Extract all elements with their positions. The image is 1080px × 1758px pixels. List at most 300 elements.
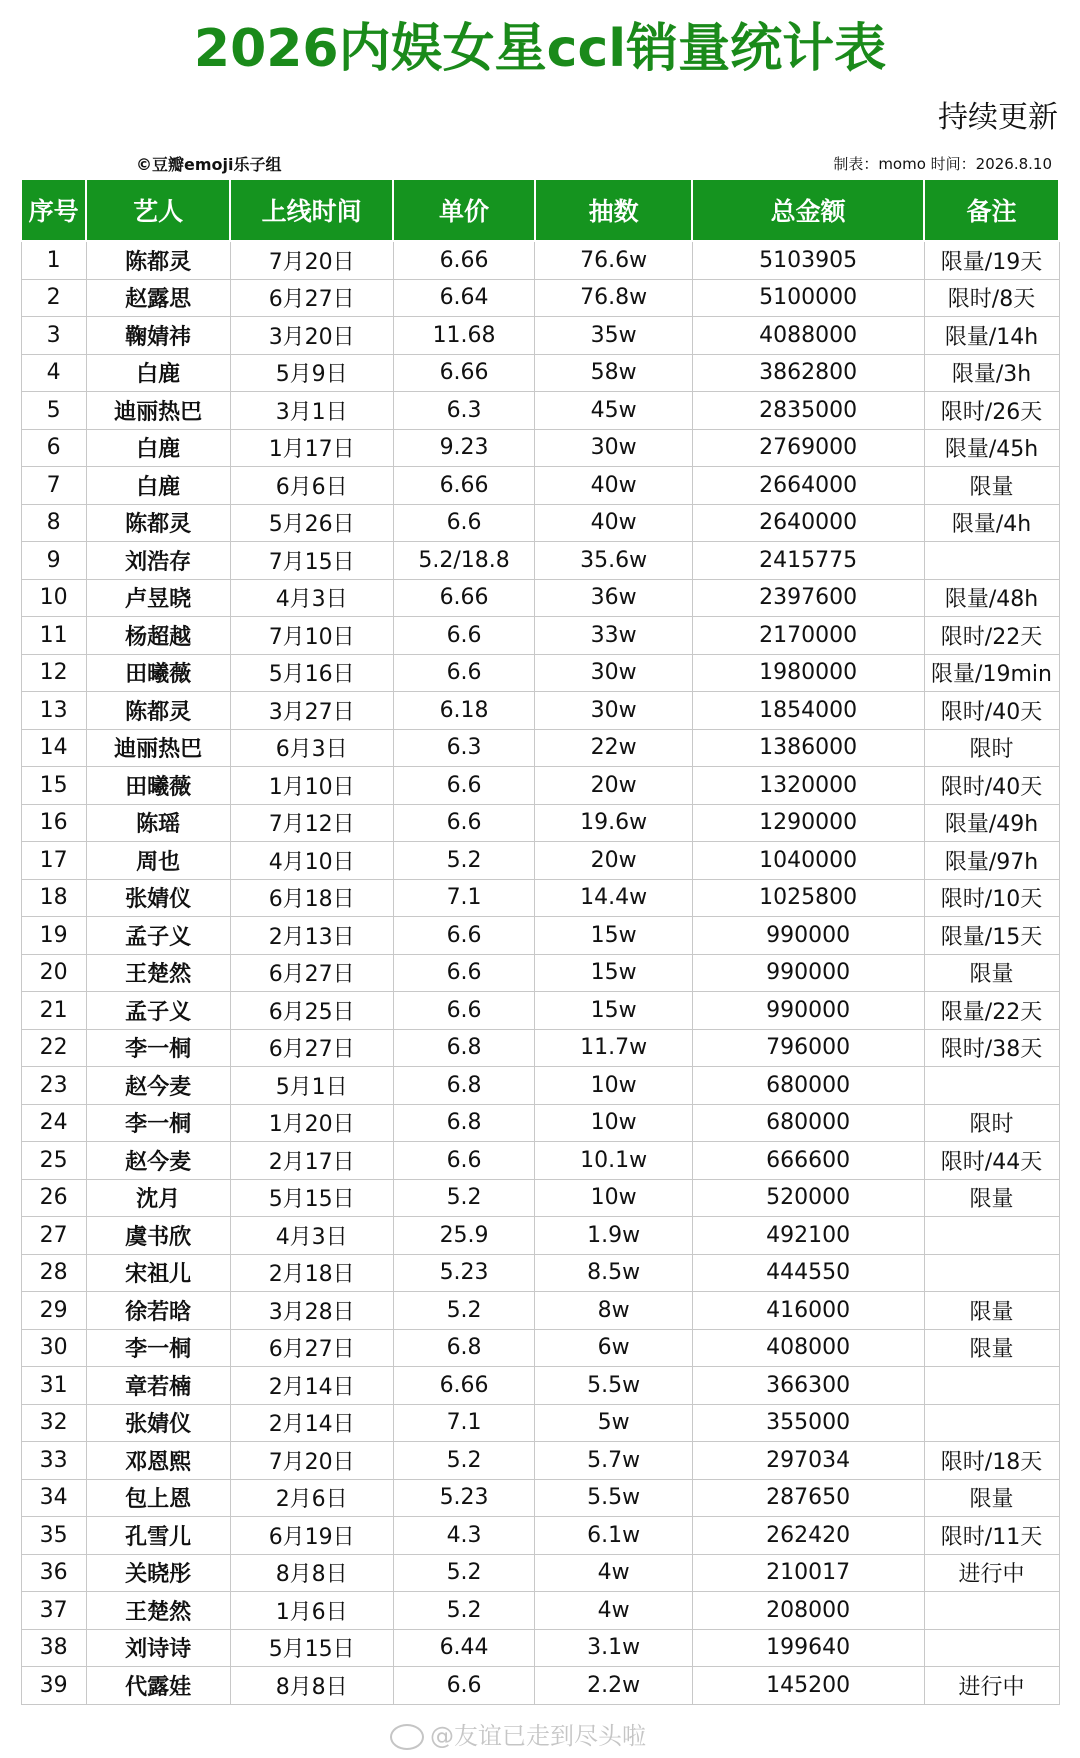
cell-artist: 卢昱晓 <box>86 579 230 617</box>
cell-artist: 赵今麦 <box>86 1142 230 1180</box>
cell-artist: 王楚然 <box>86 954 230 992</box>
cell-total-amount: 1040000 <box>692 842 924 880</box>
cell-index: 24 <box>21 1104 86 1142</box>
cell-index: 7 <box>21 467 86 505</box>
table-row <box>21 1404 1059 1442</box>
column-header-artist: 艺人 <box>86 179 230 241</box>
maker-date-text: 制表：momo 时间：2026.8.10 <box>833 155 1052 173</box>
cell-artist: 邓恩熙 <box>86 1442 230 1480</box>
cell-note: 限时/11天 <box>924 1517 1059 1555</box>
cell-index: 33 <box>21 1442 86 1480</box>
table-row <box>21 1667 1059 1705</box>
cell-artist: 虞书欣 <box>86 1217 230 1255</box>
cell-launch-date: 8月8日 <box>230 1554 393 1592</box>
table-row <box>21 429 1059 467</box>
cell-launch-date: 3月27日 <box>230 692 393 730</box>
cell-unit-price: 6.6 <box>393 804 535 842</box>
table-row <box>21 317 1059 355</box>
cell-index: 28 <box>21 1254 86 1292</box>
cell-note <box>924 1592 1059 1630</box>
cell-note: 限量 <box>924 467 1059 505</box>
cell-draw-count: 5w <box>535 1404 692 1442</box>
cell-launch-date: 3月1日 <box>230 392 393 430</box>
cell-unit-price: 6.66 <box>393 354 535 392</box>
table-body <box>21 241 1059 1704</box>
cell-note <box>924 1404 1059 1442</box>
table-header <box>21 179 1059 241</box>
cell-unit-price: 6.8 <box>393 1067 535 1105</box>
cell-index: 6 <box>21 429 86 467</box>
cell-total-amount: 680000 <box>692 1104 924 1142</box>
cell-total-amount: 990000 <box>692 992 924 1030</box>
cell-total-amount: 2415775 <box>692 542 924 580</box>
watermark <box>390 1716 646 1751</box>
cell-draw-count: 30w <box>535 654 692 692</box>
table-row <box>21 1254 1059 1292</box>
cell-launch-date: 2月17日 <box>230 1142 393 1180</box>
cell-note: 限时/22天 <box>924 617 1059 655</box>
cell-launch-date: 5月26日 <box>230 504 393 542</box>
cell-index: 13 <box>21 692 86 730</box>
cell-draw-count: 4w <box>535 1592 692 1630</box>
cell-index: 4 <box>21 354 86 392</box>
cell-unit-price: 5.2 <box>393 1592 535 1630</box>
table-row <box>21 241 1059 279</box>
cell-unit-price: 6.6 <box>393 954 535 992</box>
cell-launch-date: 1月6日 <box>230 1592 393 1630</box>
sales-table <box>20 178 1060 1705</box>
cell-unit-price: 9.23 <box>393 429 535 467</box>
cell-draw-count: 20w <box>535 767 692 805</box>
cell-artist: 田曦薇 <box>86 767 230 805</box>
cell-total-amount: 492100 <box>692 1217 924 1255</box>
cell-launch-date: 1月10日 <box>230 767 393 805</box>
cell-unit-price: 4.3 <box>393 1517 535 1555</box>
table-row <box>21 1592 1059 1630</box>
cell-total-amount: 3862800 <box>692 354 924 392</box>
cell-total-amount: 680000 <box>692 1067 924 1105</box>
cell-launch-date: 5月9日 <box>230 354 393 392</box>
cell-unit-price: 6.6 <box>393 767 535 805</box>
cell-total-amount: 1320000 <box>692 767 924 805</box>
cell-note: 限量/49h <box>924 804 1059 842</box>
cell-index: 37 <box>21 1592 86 1630</box>
cell-launch-date: 5月15日 <box>230 1629 393 1667</box>
cell-index: 16 <box>21 804 86 842</box>
cell-artist: 孔雪儿 <box>86 1517 230 1555</box>
cell-artist: 沈月 <box>86 1179 230 1217</box>
cell-draw-count: 11.7w <box>535 1029 692 1067</box>
cell-unit-price: 5.23 <box>393 1479 535 1517</box>
cell-note <box>924 1067 1059 1105</box>
cell-draw-count: 10.1w <box>535 1142 692 1180</box>
cell-unit-price: 6.6 <box>393 917 535 955</box>
cell-note: 限时/18天 <box>924 1442 1059 1480</box>
cell-total-amount: 208000 <box>692 1592 924 1630</box>
cell-artist: 徐若晗 <box>86 1292 230 1330</box>
cell-artist: 张婧仪 <box>86 879 230 917</box>
cell-unit-price: 6.3 <box>393 392 535 430</box>
cell-artist: 张婧仪 <box>86 1404 230 1442</box>
cell-artist: 李一桐 <box>86 1329 230 1367</box>
cell-total-amount: 1025800 <box>692 879 924 917</box>
table-row <box>21 1367 1059 1405</box>
cell-total-amount: 1290000 <box>692 804 924 842</box>
cell-total-amount: 287650 <box>692 1479 924 1517</box>
cell-draw-count: 22w <box>535 729 692 767</box>
table-row <box>21 879 1059 917</box>
cell-launch-date: 7月12日 <box>230 804 393 842</box>
cell-launch-date: 6月27日 <box>230 1029 393 1067</box>
cell-index: 12 <box>21 654 86 692</box>
cell-artist: 章若楠 <box>86 1367 230 1405</box>
cell-draw-count: 30w <box>535 692 692 730</box>
cell-note: 限量/14h <box>924 317 1059 355</box>
cell-launch-date: 6月18日 <box>230 879 393 917</box>
cell-unit-price: 6.8 <box>393 1104 535 1142</box>
table-row <box>21 279 1059 317</box>
cell-total-amount: 416000 <box>692 1292 924 1330</box>
cell-draw-count: 6.1w <box>535 1517 692 1555</box>
cell-index: 14 <box>21 729 86 767</box>
cell-note: 限量/22天 <box>924 992 1059 1030</box>
cell-artist: 杨超越 <box>86 617 230 655</box>
cell-note: 限量 <box>924 1329 1059 1367</box>
cell-launch-date: 4月3日 <box>230 1217 393 1255</box>
cell-total-amount: 990000 <box>692 954 924 992</box>
cell-artist: 陈都灵 <box>86 692 230 730</box>
cell-unit-price: 5.2 <box>393 1554 535 1592</box>
cell-note: 限量/4h <box>924 504 1059 542</box>
cell-launch-date: 6月6日 <box>230 467 393 505</box>
cell-launch-date: 6月27日 <box>230 954 393 992</box>
cell-note: 限量 <box>924 1292 1059 1330</box>
table-row <box>21 467 1059 505</box>
cell-launch-date: 6月19日 <box>230 1517 393 1555</box>
cell-launch-date: 2月13日 <box>230 917 393 955</box>
header-row <box>21 179 1059 241</box>
cell-index: 29 <box>21 1292 86 1330</box>
table-row <box>21 842 1059 880</box>
cell-launch-date: 2月14日 <box>230 1404 393 1442</box>
cell-index: 15 <box>21 767 86 805</box>
cell-draw-count: 76.8w <box>535 279 692 317</box>
cell-index: 22 <box>21 1029 86 1067</box>
cell-index: 19 <box>21 917 86 955</box>
table-row <box>21 1142 1059 1180</box>
cell-note: 进行中 <box>924 1554 1059 1592</box>
table-row <box>21 767 1059 805</box>
cell-note: 限时/8天 <box>924 279 1059 317</box>
cell-artist: 白鹿 <box>86 429 230 467</box>
cell-total-amount: 2835000 <box>692 392 924 430</box>
cell-note: 限时/10天 <box>924 879 1059 917</box>
cell-note: 限时/38天 <box>924 1029 1059 1067</box>
table-row <box>21 917 1059 955</box>
cell-unit-price: 5.23 <box>393 1254 535 1292</box>
cell-artist: 包上恩 <box>86 1479 230 1517</box>
cell-artist: 孟子义 <box>86 992 230 1030</box>
cell-total-amount: 210017 <box>692 1554 924 1592</box>
cell-artist: 陈都灵 <box>86 504 230 542</box>
cell-unit-price: 6.18 <box>393 692 535 730</box>
cell-index: 1 <box>21 241 86 279</box>
cell-note: 限时/40天 <box>924 692 1059 730</box>
cell-artist: 孟子义 <box>86 917 230 955</box>
cell-draw-count: 10w <box>535 1104 692 1142</box>
cell-total-amount: 4088000 <box>692 317 924 355</box>
cell-artist: 代露娃 <box>86 1667 230 1705</box>
cell-index: 10 <box>21 579 86 617</box>
cell-total-amount: 199640 <box>692 1629 924 1667</box>
cell-index: 34 <box>21 1479 86 1517</box>
cell-artist: 迪丽热巴 <box>86 729 230 767</box>
cell-launch-date: 8月8日 <box>230 1667 393 1705</box>
column-header-total-amount: 总金额 <box>692 179 924 241</box>
cell-draw-count: 8.5w <box>535 1254 692 1292</box>
cell-note <box>924 1367 1059 1405</box>
table-row <box>21 1554 1059 1592</box>
table-row <box>21 1479 1059 1517</box>
cell-draw-count: 19.6w <box>535 804 692 842</box>
table-row <box>21 1629 1059 1667</box>
cell-draw-count: 5.5w <box>535 1479 692 1517</box>
cell-unit-price: 5.2 <box>393 1292 535 1330</box>
cell-draw-count: 2.2w <box>535 1667 692 1705</box>
cell-index: 21 <box>21 992 86 1030</box>
cell-note: 限量/15天 <box>924 917 1059 955</box>
cell-launch-date: 3月28日 <box>230 1292 393 1330</box>
table-row <box>21 1292 1059 1330</box>
cell-index: 17 <box>21 842 86 880</box>
table-row <box>21 1104 1059 1142</box>
cell-launch-date: 5月15日 <box>230 1179 393 1217</box>
cell-note: 限量 <box>924 1179 1059 1217</box>
cell-total-amount: 796000 <box>692 1029 924 1067</box>
cell-draw-count: 40w <box>535 467 692 505</box>
cell-note: 限时/26天 <box>924 392 1059 430</box>
cell-artist: 李一桐 <box>86 1104 230 1142</box>
cell-artist: 陈都灵 <box>86 241 230 279</box>
cell-note <box>924 1629 1059 1667</box>
cell-artist: 鞠婧祎 <box>86 317 230 355</box>
cell-note <box>924 1254 1059 1292</box>
cell-note: 限量/19天 <box>924 241 1059 279</box>
cell-unit-price: 6.6 <box>393 992 535 1030</box>
cell-draw-count: 36w <box>535 579 692 617</box>
credit-text: ©豆瓣emoji乐子组 <box>136 155 282 174</box>
cell-launch-date: 7月20日 <box>230 241 393 279</box>
cell-draw-count: 33w <box>535 617 692 655</box>
cell-total-amount: 2170000 <box>692 617 924 655</box>
cell-unit-price: 6.64 <box>393 279 535 317</box>
table-row <box>21 1067 1059 1105</box>
cell-index: 8 <box>21 504 86 542</box>
cell-draw-count: 3.1w <box>535 1629 692 1667</box>
cell-unit-price: 5.2 <box>393 842 535 880</box>
cell-artist: 关晓彤 <box>86 1554 230 1592</box>
cell-unit-price: 7.1 <box>393 1404 535 1442</box>
cell-total-amount: 1854000 <box>692 692 924 730</box>
cell-launch-date: 2月14日 <box>230 1367 393 1405</box>
cell-unit-price: 6.6 <box>393 504 535 542</box>
cell-unit-price: 6.8 <box>393 1029 535 1067</box>
cell-note <box>924 1217 1059 1255</box>
cell-draw-count: 4w <box>535 1554 692 1592</box>
cell-draw-count: 14.4w <box>535 879 692 917</box>
cell-note: 限时 <box>924 729 1059 767</box>
cell-total-amount: 990000 <box>692 917 924 955</box>
cell-index: 32 <box>21 1404 86 1442</box>
cell-index: 39 <box>21 1667 86 1705</box>
cell-launch-date: 6月3日 <box>230 729 393 767</box>
cell-launch-date: 1月17日 <box>230 429 393 467</box>
cell-total-amount: 145200 <box>692 1667 924 1705</box>
cell-draw-count: 35w <box>535 317 692 355</box>
table-row <box>21 992 1059 1030</box>
cell-index: 31 <box>21 1367 86 1405</box>
table-row <box>21 542 1059 580</box>
cell-index: 3 <box>21 317 86 355</box>
column-header-launch-date: 上线时间 <box>230 179 393 241</box>
cell-launch-date: 7月15日 <box>230 542 393 580</box>
cell-unit-price: 6.66 <box>393 467 535 505</box>
cell-launch-date: 4月3日 <box>230 579 393 617</box>
cell-unit-price: 6.66 <box>393 241 535 279</box>
table-row <box>21 654 1059 692</box>
cell-draw-count: 20w <box>535 842 692 880</box>
cell-total-amount: 5103905 <box>692 241 924 279</box>
cell-artist: 白鹿 <box>86 354 230 392</box>
cell-artist: 周也 <box>86 842 230 880</box>
cell-artist: 陈瑶 <box>86 804 230 842</box>
cell-draw-count: 35.6w <box>535 542 692 580</box>
cell-unit-price: 5.2 <box>393 1179 535 1217</box>
cell-total-amount: 1980000 <box>692 654 924 692</box>
cell-launch-date: 4月10日 <box>230 842 393 880</box>
table-row <box>21 1517 1059 1555</box>
table-row <box>21 579 1059 617</box>
table-row <box>21 729 1059 767</box>
cell-total-amount: 2640000 <box>692 504 924 542</box>
cell-index: 5 <box>21 392 86 430</box>
cell-launch-date: 2月6日 <box>230 1479 393 1517</box>
cell-note: 限时 <box>924 1104 1059 1142</box>
cell-launch-date: 3月20日 <box>230 317 393 355</box>
cell-index: 9 <box>21 542 86 580</box>
cell-index: 25 <box>21 1142 86 1180</box>
cell-launch-date: 6月27日 <box>230 279 393 317</box>
cell-total-amount: 355000 <box>692 1404 924 1442</box>
cell-draw-count: 10w <box>535 1067 692 1105</box>
table-row <box>21 1217 1059 1255</box>
cell-artist: 白鹿 <box>86 467 230 505</box>
cell-unit-price: 5.2 <box>393 1442 535 1480</box>
cell-launch-date: 6月27日 <box>230 1329 393 1367</box>
table-row <box>21 1179 1059 1217</box>
cell-index: 11 <box>21 617 86 655</box>
cell-note: 限时/40天 <box>924 767 1059 805</box>
cell-note <box>924 542 1059 580</box>
table-row <box>21 1442 1059 1480</box>
cell-artist: 王楚然 <box>86 1592 230 1630</box>
cell-unit-price: 6.44 <box>393 1629 535 1667</box>
table-row <box>21 1329 1059 1367</box>
cell-total-amount: 5100000 <box>692 279 924 317</box>
cell-index: 30 <box>21 1329 86 1367</box>
cell-draw-count: 45w <box>535 392 692 430</box>
cell-artist: 迪丽热巴 <box>86 392 230 430</box>
cell-index: 26 <box>21 1179 86 1217</box>
cell-total-amount: 2769000 <box>692 429 924 467</box>
cell-launch-date: 6月25日 <box>230 992 393 1030</box>
table-row <box>21 1029 1059 1067</box>
page-subtitle: 持续更新 <box>938 100 1058 135</box>
cell-launch-date: 7月10日 <box>230 617 393 655</box>
cell-launch-date: 5月1日 <box>230 1067 393 1105</box>
cell-index: 23 <box>21 1067 86 1105</box>
column-header-index: 序号 <box>21 179 86 241</box>
table-row <box>21 504 1059 542</box>
cell-draw-count: 5.7w <box>535 1442 692 1480</box>
cell-draw-count: 30w <box>535 429 692 467</box>
cell-note: 限量/48h <box>924 579 1059 617</box>
cell-unit-price: 6.8 <box>393 1329 535 1367</box>
cell-draw-count: 58w <box>535 354 692 392</box>
table-row <box>21 354 1059 392</box>
table-row <box>21 804 1059 842</box>
cell-draw-count: 15w <box>535 992 692 1030</box>
cell-note: 限量/3h <box>924 354 1059 392</box>
cell-artist: 赵露思 <box>86 279 230 317</box>
cell-draw-count: 15w <box>535 954 692 992</box>
table-row <box>21 954 1059 992</box>
cell-index: 18 <box>21 879 86 917</box>
cell-unit-price: 6.3 <box>393 729 535 767</box>
cell-note: 限量/97h <box>924 842 1059 880</box>
cell-draw-count: 6w <box>535 1329 692 1367</box>
cell-launch-date: 1月20日 <box>230 1104 393 1142</box>
cell-index: 35 <box>21 1517 86 1555</box>
cell-artist: 刘浩存 <box>86 542 230 580</box>
cell-unit-price: 7.1 <box>393 879 535 917</box>
cell-note: 进行中 <box>924 1667 1059 1705</box>
cell-note: 限量/19min <box>924 654 1059 692</box>
cell-artist: 李一桐 <box>86 1029 230 1067</box>
page-title: 2026内娱女星ccl销量统计表 <box>193 19 887 79</box>
cell-artist: 田曦薇 <box>86 654 230 692</box>
table-row <box>21 617 1059 655</box>
cell-draw-count: 76.6w <box>535 241 692 279</box>
cell-draw-count: 8w <box>535 1292 692 1330</box>
cell-total-amount: 2397600 <box>692 579 924 617</box>
cell-total-amount: 297034 <box>692 1442 924 1480</box>
cell-unit-price: 6.66 <box>393 1367 535 1405</box>
table-row <box>21 692 1059 730</box>
cell-unit-price: 25.9 <box>393 1217 535 1255</box>
column-header-draw-count: 抽数 <box>535 179 692 241</box>
cell-total-amount: 1386000 <box>692 729 924 767</box>
cell-total-amount: 408000 <box>692 1329 924 1367</box>
cell-total-amount: 366300 <box>692 1367 924 1405</box>
cell-total-amount: 444550 <box>692 1254 924 1292</box>
cell-total-amount: 2664000 <box>692 467 924 505</box>
cell-launch-date: 7月20日 <box>230 1442 393 1480</box>
cell-launch-date: 2月18日 <box>230 1254 393 1292</box>
cell-unit-price: 6.6 <box>393 1142 535 1180</box>
cell-unit-price: 11.68 <box>393 317 535 355</box>
cell-draw-count: 10w <box>535 1179 692 1217</box>
